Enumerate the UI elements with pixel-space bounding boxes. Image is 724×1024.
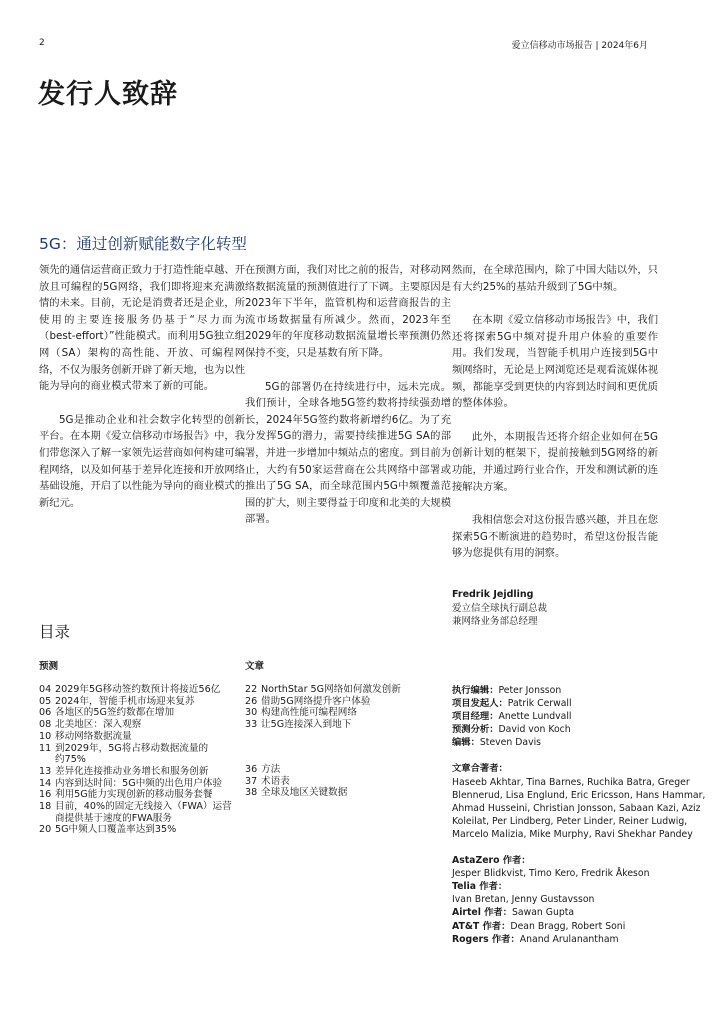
partner-label: AstaZero 作者： — [452, 855, 531, 867]
toc-item[interactable]: 11 到2029年，5G将占移动数据流量的 — [39, 742, 209, 754]
section-subtitle: 5G：通过创新赋能数字化转型 — [39, 235, 247, 253]
signature-block — [452, 588, 547, 629]
toc-item[interactable]: 38 全球及地区关键数据 — [245, 787, 348, 799]
toc-item[interactable]: 14 内容到达时间：5G中频的出色用户体验 — [39, 777, 223, 789]
credit-row: 项目经理：Anette Lundvall — [452, 711, 572, 723]
toc-forecast-list — [39, 684, 244, 836]
editorial-team — [452, 684, 707, 749]
text-column-3 — [452, 262, 658, 579]
toc-item[interactable]: 20 5G中频人口覆盖率达到35% — [39, 824, 177, 836]
toc-item[interactable]: 18 目前，40%的固定无线接入（FWA）运营 — [39, 801, 232, 813]
paragraph: 然而，在全球范围内，除了中国大陆以外，只有大约25%的基站升级到了5G中频。 — [452, 264, 658, 293]
paragraph: 此外，本期报告还将介绍企业如何在5G创新计划的框架下，提前接触到5G网络的新功能，并通过跨行业合作，开发和测试新的连接解决方案。 — [452, 430, 658, 493]
partner-names: Ivan Bretan, Jenny Gustavsson — [452, 894, 595, 906]
signature-title: 兼网络业务部总经理 — [452, 616, 538, 627]
toc-title: 目录 — [39, 623, 71, 641]
toc-item[interactable]: 33 让5G连接深入到地下 — [245, 719, 352, 731]
toc-item[interactable]: 22 NorthStar 5G网络如何激发创新 — [245, 684, 401, 695]
toc-item[interactable]: 16 利用5G能力实现创新的移动服务套餐 — [39, 789, 213, 801]
toc-item[interactable]: 13 差异化连接推动业务增长和服务创新 — [39, 765, 209, 777]
toc-item[interactable]: 37 术语表 — [245, 775, 290, 787]
credit-row: Rogers 作者：Anand Arulanantham — [452, 933, 619, 945]
credits-block — [452, 684, 707, 959]
credit-row: Airtel 作者：Sawan Gupta — [452, 907, 575, 919]
toc-item[interactable]: 10 移动网络数据流量 — [39, 730, 132, 742]
toc-item[interactable]: 26 借助5G网络提升客户体验 — [245, 695, 371, 707]
toc-item-continued[interactable]: 商提供基于速度的FWA服务 — [55, 812, 172, 824]
signature-name: Fredrik Jejdling — [452, 589, 534, 600]
text-column-2 — [245, 262, 451, 545]
report-title: 爱立信移动市场报告 | 2024年6月 — [511, 41, 648, 51]
paragraph: 领先的通信运营商正致力于打造性能卓越、开放且可编程的5G网络，我们即将迎来充满激情的未来。目前，无论是消费者还是企业，所使用的主要连接服务仍基于“尽力而为（best-effort）”性能模式。而利用5G独立组网（SA）架构的高性能、开放、可编程网络，不仅为服务创新开辟了新天地，也为以性能为导向的商业模式带来了新的可能。 — [39, 264, 245, 393]
page-number: 2 — [39, 38, 45, 48]
signature-title: 爱立信全球执行副总裁 — [452, 602, 548, 614]
toc-item[interactable]: 06 各地区的5G签约数都在增加 — [39, 707, 175, 719]
contributors-names: Haseeb Akhtar, Tina Barnes, Ruchika Batra, Greger Blennerud, Lisa Englund, Eric Ericsson, Hans Hammar, Ahmad Husseini, Christian Jonsson, Sabaan Kazi, Aziz Koleilat, Per Lindberg, Peter Linder, Reiner Ludwig, Marcelo Malizia, Mike Murphy, Ravi Shekhar Pandey — [452, 776, 706, 840]
credit-row: 预测分析：David von Koch — [452, 724, 571, 736]
toc-other-list — [245, 764, 445, 799]
toc-item[interactable]: 04 2029年5G移动签约数预计将接近56亿 — [39, 684, 221, 695]
contributors — [452, 762, 707, 841]
partner-names: Jesper Blidkvist, Timo Kero, Fredrik Åkeson — [452, 868, 650, 880]
toc-item[interactable]: 30 构建高性能可编程网络 — [245, 707, 357, 719]
toc-item[interactable]: 36 方法 — [245, 764, 281, 775]
page-title: 发行人致辞 — [38, 79, 178, 110]
credit-row: 项目发起人：Patrik Cerwall — [452, 698, 572, 710]
toc-forecast-heading: 预测 — [39, 661, 59, 672]
credit-row: 执行编辑：Peter Jonsson — [452, 685, 562, 696]
paragraph: 5G是推动企业和社会数字化转型的创新平台。在本期《爱立信移动市场报告》中，我们带您深入了解一家领先运营商如何构建可编程网络，以及如何基于差异化连接和开放网络基础设施，开启了以性能为导向的商业模式的新纪元。 — [39, 413, 245, 509]
paragraph: 我相信您会对这份报告感兴趣，并且在您探索5G不断演进的趋势时，希望这份报告能够为您提供有用的洞察。 — [452, 514, 658, 560]
toc-item[interactable]: 05 2024年，智能手机市场迎来复苏 — [39, 695, 195, 707]
partner-authors — [452, 854, 707, 946]
toc-item-continued[interactable]: 约75% — [55, 754, 86, 766]
text-column-1 — [39, 262, 245, 528]
toc-item[interactable]: 08 北美地区：深入观察 — [39, 719, 142, 731]
toc-articles-heading: 文章 — [245, 661, 265, 672]
paragraph: 在本期《爱立信移动市场报告》中，我们还将探索5G中频对提升用户体验的重要作用。我们发现，当智能手机用户连接到5G中频网络时，无论是上网浏览还是观看流媒体视频，都能享受到更快的内容到达时间和更优质的整体体验。 — [452, 314, 658, 410]
paragraph: 在预测方面，我们对比之前的报告，对移动网络数据流量的预测值进行了下调。主要原因是2023年下半年，监管机构和运营商报告的主流市场数据量有所减少。然而，2023年至2029年的年度移动数据流量增长率预测仍然保持不变，只是基数有所下降。 — [245, 264, 451, 359]
toc-articles-list — [245, 684, 445, 731]
contributors-label: 文章合著者： — [452, 763, 508, 775]
paragraph: 5G的部署仍在持续进行中，远未完成。我们预计，全球各地5G签约数将持续强劲增长，2024年5G签约数将新增约6亿。为了充分发挥5G的潜力，需要持续推进5G SA的部署，并进一步增加中频站点的密度。到目前为止，大约有50家运营商在公共网络中部署或推出了5G SA，而全球范围内5G中频覆盖范围的扩大，则主要得益于印度和北美的大规模部署。 — [245, 380, 451, 526]
partner-label: Telia 作者： — [452, 881, 508, 893]
credit-row: AT&T 作者：Dean Bragg, Robert Soni — [452, 920, 626, 932]
credit-row: 编辑：Steven Davis — [452, 737, 542, 749]
